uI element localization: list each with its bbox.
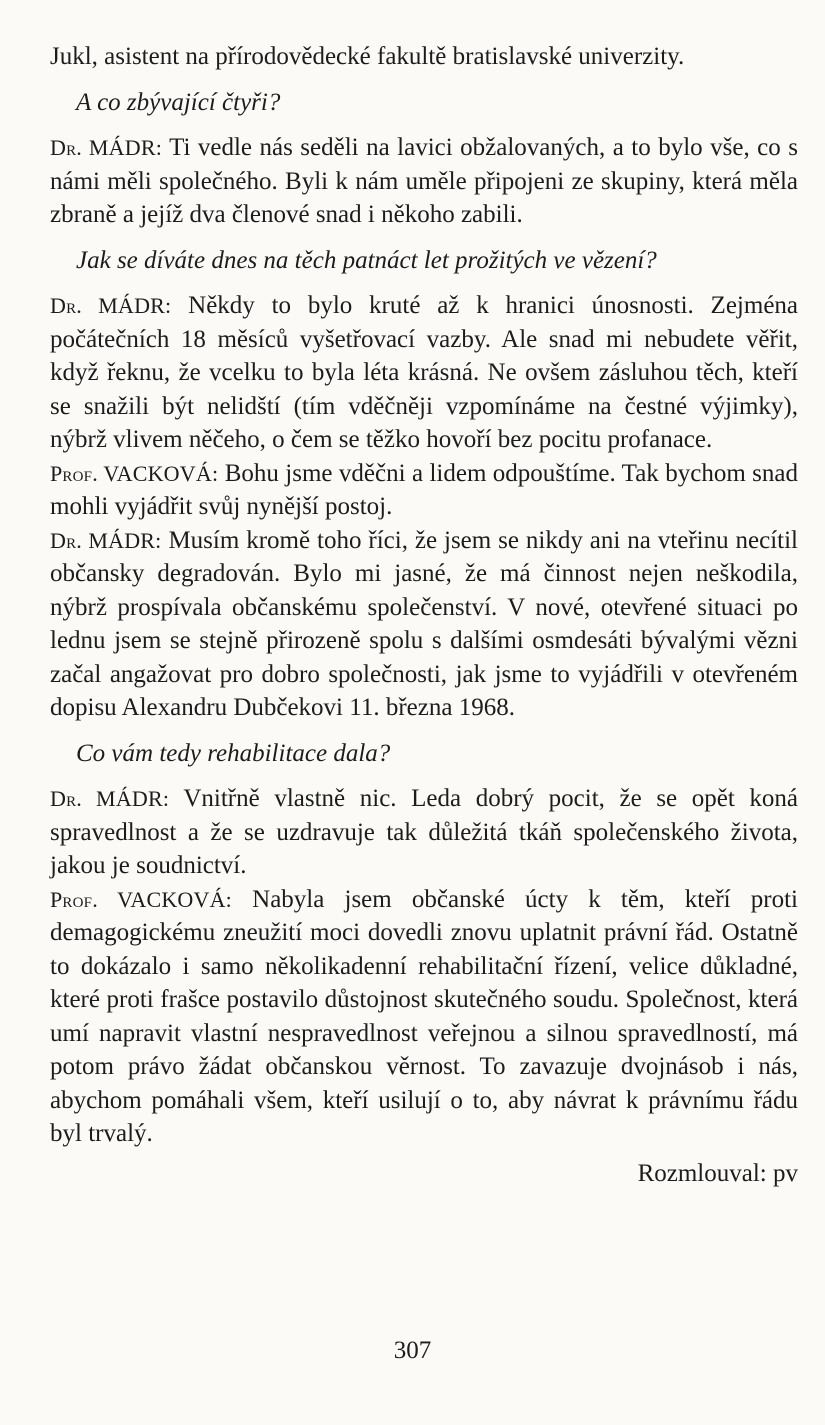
speaker-label: Prof. VACKOVÁ: bbox=[50, 886, 232, 912]
paragraph-text: Jukl, asistent na přírodovědecké fakultě bratislavské univerzity. bbox=[50, 43, 685, 70]
interview-answer bbox=[50, 883, 798, 1151]
interview-answer bbox=[50, 289, 798, 457]
page-number: 307 bbox=[393, 1337, 432, 1364]
interview-question: Co vám tedy rehabilitace dala? bbox=[76, 739, 391, 767]
speaker-label: Dr. MÁDR: bbox=[50, 135, 163, 160]
interview-question: Jak se díváte dnes na těch patnáct let prožitých ve vězení? bbox=[76, 246, 657, 274]
paragraph-text: Někdy to bylo kruté až k hranici únosnosti. Zejména počátečních 18 měsíců vyšetřovací vazby. Ale snad mi nebudete věřit, když řeknu, že vcelku to byla léta krásná. Ne ovšem zásluhou těch, kteří se snažili být nelidští (tím vděčněji vzpomínáme na čestné výjimky), nýbrž vlivem něčeho, o čem se těžko hovoří bez pocitu profanace. bbox=[50, 292, 799, 453]
speaker-label: Prof. VACKOVÁ: bbox=[50, 460, 219, 486]
paragraph-text: Bohu jsme vděčni a lidem odpouštíme. Tak bychom snad mohli vyjádřit svůj nynější postoj. bbox=[50, 459, 798, 520]
paragraph-text: Musím kromě toho říci, že jsem se nikdy ani na vteřinu necítil občansky degradován. Bylo mi jasné, že má činnost nejen neškodila, nýbrž prospívala občanskému společenství. V nové, otevřené situaci po lednu jsem se stejně přirozeně spolu s dalšími osmdesáti bývalými vězni začal angažovat pro dobro společnosti, jak jsme to vyjádřili v otevřeném dopisu Alexandru Dubčekovi 11. března 1968. bbox=[50, 526, 798, 721]
speaker-label: Dr. MÁDR: bbox=[50, 786, 170, 811]
interview-answer bbox=[50, 524, 798, 725]
interview-question: A co zbývající čtyři? bbox=[76, 88, 281, 116]
speaker-label: Dr. MÁDR: bbox=[50, 527, 162, 553]
paragraph-text: Vnitřně vlastně nic. Leda dobrý pocit, že se opět koná spravedlnost a že se uzdravuje tak důležitá tkáň společenského života, jakou je soudnictví. bbox=[50, 785, 798, 879]
signature: Rozmlouval: pv bbox=[637, 1159, 798, 1187]
interview-answer bbox=[50, 457, 798, 524]
interview-answer bbox=[50, 782, 798, 883]
page-text bbox=[50, 40, 798, 1190]
body-paragraph bbox=[50, 40, 798, 74]
speaker-label: Dr. MÁDR: bbox=[50, 293, 172, 318]
interview-answer bbox=[50, 131, 798, 232]
paragraph-text: Ti vedle nás seděli na lavici obžalovaných, a to bylo vše, co s námi měli společného. Byli k nám uměle připojeni ze skupiny, která měla zbraně a jejíž dva členové snad i někoho zabili. bbox=[50, 134, 798, 228]
paragraph-text: Nabyla jsem občanské úcty k těm, kteří proti demagogickému zneužití moci dovedli znovu uplatnit právní řád. Ostatně to dokázalo i samo několikadenní rehabilitační řízení, velice důkladné, které proti frašce postavilo důstojnost skutečného soudu. Společnost, která umí napravit vlastní nespravedlnost veřejnou a silnou spravedlností, má potom právo žádat občanskou věrnost. To zavazuje dvojnásob i nás, abychom pomáhali všem, kteří usilují o to, aby návrat k právnímu řádu byl trvalý. bbox=[50, 885, 798, 1147]
